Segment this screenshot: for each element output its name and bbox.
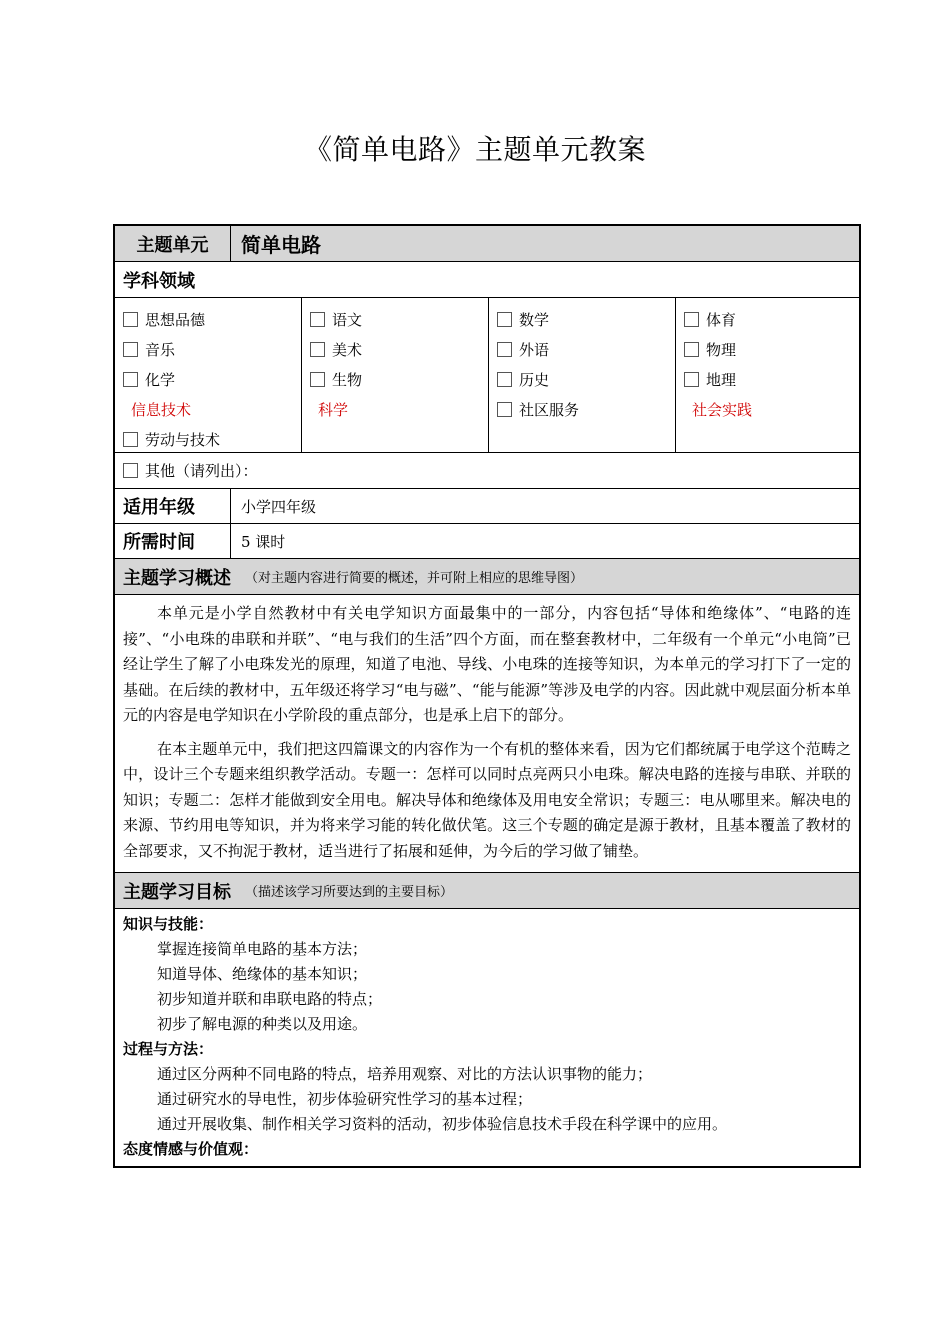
subject-item[interactable]: 历史 [489,364,675,394]
subject-item[interactable]: 体育 [676,304,859,334]
overview-paragraph: 在本主题单元中，我们把这四篇课文的内容作为一个有机的整体来看，因为它们都统属于电学这个范畴之中，设计三个专题来组织教学活动。专题一：怎样可以同时点亮两只小电珠。解决电路的连接与串联、并联的知识；专题二：怎样才能做到安全用电。解决导体和绝缘体及用电安全常识；专题三：电从哪里来。解决电的来源、节约用电等知识，并为将来学习能的转化做伏笔。这三个专题的确定是源于教材，且基本覆盖了教材的全部要求，又不拘泥于教材，适当进行了拓展和延伸，为今后的学习做了铺垫。 [123,739,851,860]
checkbox[interactable] [123,312,138,327]
attitude-heading: 态度情感与价值观： [123,1140,259,1158]
subject-grid [115,298,859,453]
process-item: 通过区分两种不同电路的特点，培养用观察、对比的方法认识事物的能力； [157,1065,653,1083]
duration-row [115,524,859,559]
objectives-label: 主题学习目标 [123,881,231,903]
objectives-heading [115,873,859,909]
checkbox[interactable] [684,312,699,327]
subject-item[interactable]: 化学 [115,364,301,394]
checkbox[interactable] [123,372,138,387]
subject-item[interactable]: 劳动与技术 [115,424,301,454]
checkbox[interactable] [684,342,699,357]
subject-item[interactable]: 美术 [302,334,488,364]
subject-item[interactable]: 外语 [489,334,675,364]
knowledge-item: 知道导体、绝缘体的基本知识； [157,965,368,983]
subject-item[interactable]: 语文 [302,304,488,334]
subject-item[interactable]: 生物 [302,364,488,394]
subject-item-selected: 科学 [318,400,349,419]
knowledge-item: 初步知道并联和串联电路的特点； [157,990,383,1008]
other-subject-row[interactable] [115,453,859,489]
checkbox[interactable] [310,372,325,387]
subject-item-selected: 信息技术 [131,400,192,419]
knowledge-item: 初步了解电源的种类以及用途。 [157,1015,368,1033]
overview-heading [115,559,859,595]
page-title: 《简单电路》主题单元教案 [303,133,646,166]
checkbox[interactable] [123,342,138,357]
duration-value: 5 课时 [241,532,286,551]
grade-value: 小学四年级 [241,497,317,516]
lesson-plan-table [113,224,861,1168]
checkbox[interactable] [497,372,512,387]
subject-item[interactable]: 社区服务 [489,394,675,424]
subject-item-selected: 社会实践 [692,400,753,419]
overview-label: 主题学习概述 [123,567,231,589]
checkbox[interactable] [497,402,512,417]
knowledge-item: 掌握连接简单电路的基本方法； [157,940,368,958]
subject-item[interactable]: 音乐 [115,334,301,364]
overview-note: （对主题内容进行简要的概述，并可附上相应的思维导图） [245,571,584,586]
checkbox[interactable] [684,372,699,387]
subject-item[interactable]: 地理 [676,364,859,394]
checkbox[interactable] [123,432,138,447]
subject-column [115,298,302,452]
subject-item[interactable]: 数学 [489,304,675,334]
other-subject-label: 其他（请列出）： [145,462,258,480]
grade-row [115,489,859,524]
objectives-note: （描述该学习所要达到的主要目标） [245,885,454,900]
checkbox[interactable] [310,312,325,327]
checkbox[interactable] [497,342,512,357]
knowledge-heading: 知识与技能： [123,915,214,933]
grade-label: 适用年级 [115,489,231,523]
subject-item[interactable]: 思想品德 [115,304,301,334]
unit-row [115,226,859,262]
objectives-body [115,909,859,1166]
checkbox[interactable] [123,463,138,478]
unit-label: 主题单元 [115,226,231,261]
overview-paragraph: 本单元是小学自然教材中有关电学知识方面最集中的一部分，内容包括“导体和绝缘体”、“电路的连接”、“小电珠的串联和并联”、“电与我们的生活”四个方面，而在整套教材中，二年级有一个单元“小电筒”已经让学生了解了小电珠发光的原理，知道了电池、导线、小电珠的连接等知识，为本单元的学习打下了一定的基础。在后续的教材中，五年级还将学习“电与磁”、“能与能源”等涉及电学的内容。因此就中观层面分析本单元的内容是电学知识在小学阶段的重点部分，也是承上启下的部分。 [123,604,851,724]
subject-item[interactable]: 物理 [676,334,859,364]
subject-column [302,298,489,452]
unit-value: 简单电路 [241,233,321,257]
checkbox[interactable] [310,342,325,357]
duration-label: 所需时间 [115,524,231,558]
subject-column [676,298,859,452]
subject-column [489,298,676,452]
process-heading: 过程与方法： [123,1040,214,1058]
process-item: 通过开展收集、制作相关学习资料的活动，初步体验信息技术手段在科学课中的应用。 [157,1115,728,1133]
process-item: 通过研究水的导电性，初步体验研究性学习的基本过程； [157,1090,533,1108]
checkbox[interactable] [497,312,512,327]
subject-area-heading: 学科领域 [115,262,859,298]
overview-body [115,595,859,873]
